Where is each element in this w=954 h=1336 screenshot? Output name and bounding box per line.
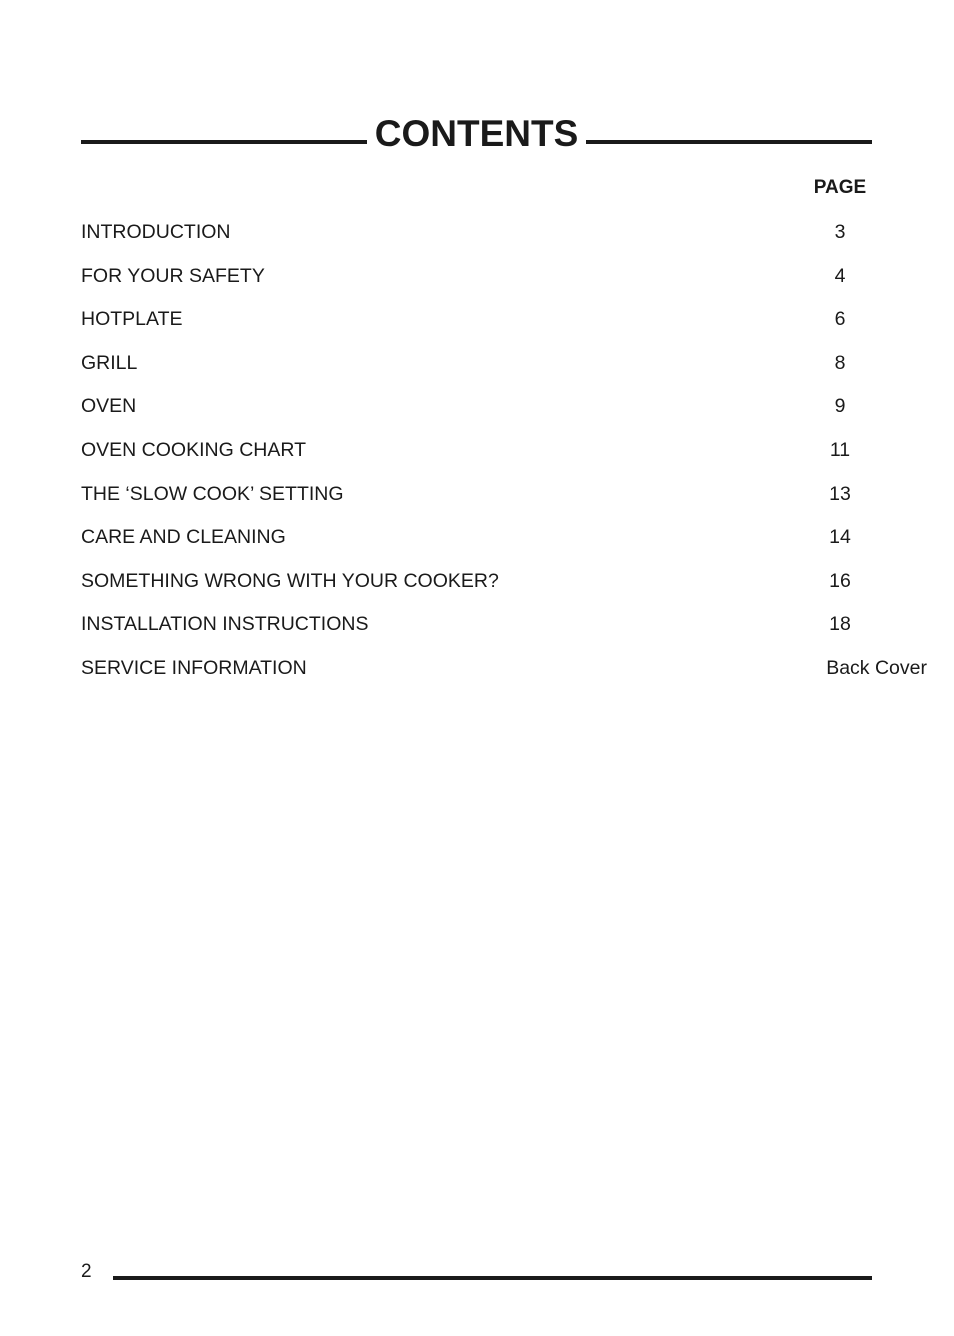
toc-entry-page: Back Cover — [826, 656, 927, 679]
toc-entry — [81, 480, 872, 524]
toc-entry — [81, 436, 872, 480]
title-rule-left — [81, 140, 367, 144]
title-row — [81, 108, 872, 160]
page-column-header: PAGE — [813, 177, 867, 198]
toc-entry-page: 14 — [829, 526, 851, 549]
toc-entry — [81, 654, 927, 698]
page-number: 2 — [81, 1261, 92, 1282]
toc-entry-label: SERVICE INFORMATION — [81, 656, 307, 679]
table-of-contents — [81, 218, 927, 698]
toc-entry — [81, 262, 872, 306]
toc-entry-page: 18 — [829, 613, 851, 636]
toc-entry-label: HOTPLATE — [81, 308, 183, 331]
toc-entry-label: GRILL — [81, 351, 138, 374]
toc-entry-page: 4 — [834, 264, 846, 287]
toc-entry-page: 13 — [829, 482, 851, 505]
toc-entry-label: INTRODUCTION — [81, 221, 231, 243]
toc-entry — [81, 610, 872, 654]
toc-entry-label: INSTALLATION INSTRUCTIONS — [81, 613, 369, 636]
toc-entry-label: FOR YOUR SAFETY — [81, 264, 265, 287]
title-rule-right — [586, 140, 872, 144]
toc-entry-page: 9 — [834, 395, 846, 418]
toc-entry-page: 11 — [829, 438, 851, 461]
toc-entry-label: SOMETHING WRONG WITH YOUR COOKER? — [81, 569, 499, 592]
footer-rule — [113, 1276, 872, 1280]
toc-entry-label: CARE AND CLEANING — [81, 526, 286, 549]
toc-entry-page: 16 — [829, 569, 851, 592]
toc-entry-label: THE ‘SLOW COOK’ SETTING — [81, 482, 344, 505]
toc-entry-page: 6 — [834, 308, 846, 331]
toc-entry — [81, 567, 872, 611]
toc-entry-label: OVEN COOKING CHART — [81, 438, 307, 461]
toc-entry — [81, 392, 872, 436]
toc-entry-page: 8 — [834, 351, 846, 374]
toc-entry-label: OVEN — [81, 395, 137, 418]
toc-entry — [81, 349, 872, 393]
toc-entry — [81, 218, 872, 262]
page-title: CONTENTS — [374, 113, 579, 154]
toc-entry — [81, 523, 872, 567]
toc-entry — [81, 305, 872, 349]
toc-entry-page: 3 — [834, 221, 846, 243]
